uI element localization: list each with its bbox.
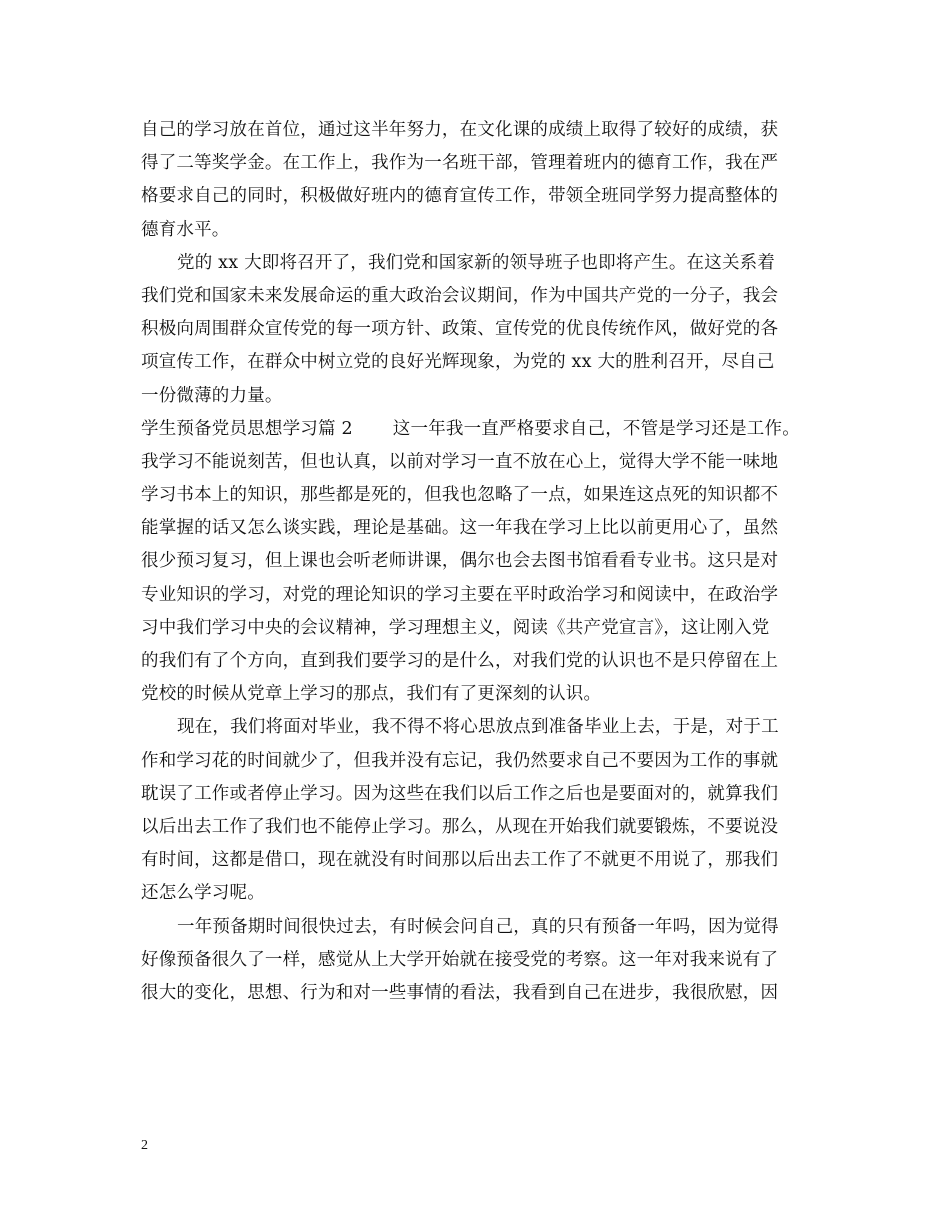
text-line: 党的 xx 大即将召开了，我们党和国家新的领导班子也即将产生。在这关系着 [177, 252, 776, 273]
text-line: 很少预习复习，但上课也会听老师讲课，偶尔也会去图书馆看看专业书。这只是对 [141, 551, 779, 572]
text-line: 学习书本上的知识，那些都是死的，但我也忽略了一点，如果连这点死的知识都不 [141, 485, 779, 506]
text-line: 格要求自己的同时，积极做好班内的德育宣传工作，带领全班同学努力提高整体的 [141, 186, 779, 207]
text-line: 现在，我们将面对毕业，我不得不将心思放点到准备毕业上去，于是，对于工 [177, 717, 779, 738]
text-line: 一份微薄的力量。 [141, 385, 283, 406]
text-line: 党校的时候从党章上学习的那点，我们有了更深刻的认识。 [141, 684, 602, 705]
text-line: 自己的学习放在首位，通过这半年努力，在文化课的成绩上取得了较好的成绩，获 [141, 120, 779, 140]
section-heading-line [141, 413, 821, 446]
text-line: 能掌握的话又怎么谈实践，理论是基础。这一年我在学习上比以前更用心了，虽然 [141, 518, 779, 539]
text-line: 以后出去工作了我们也不能停止学习。那么，从现在开始我们就要锻炼，不要说没 [141, 816, 779, 837]
text-line: 耽误了工作或者停止学习。因为这些在我们以后工作之后也是要面对的，就算我们 [141, 783, 779, 804]
text-line: 习中我们学习中央的会议精神，学习理想主义，阅读《共产党宣言》，这让刚入党 [141, 617, 770, 638]
text-line: 有时间，这都是借口，现在就没有时间那以后出去工作了不就更不用说了，那我们 [141, 850, 779, 871]
text-line: 作和学习花的时间就少了，但我并没有忘记，我仍然要求自己不要因为工作的事就 [141, 750, 779, 771]
text-line: 积极向周围群众宣传党的每一项方针、政策、宣传党的优良传统作风，做好党的各 [141, 319, 779, 340]
text-line: 还怎么学习呢。 [141, 883, 265, 904]
text-line: 得了二等奖学金。在工作上，我作为一名班干部，管理着班内的德育工作，我在严 [141, 153, 779, 174]
paragraph-lead: 这一年我一直严格要求自己，不管是学习还是工作。 [392, 418, 800, 439]
text-line: 专业知识的学习，对党的理论知识的学习主要在平时政治学习和阅读中，在政治学 [141, 584, 779, 605]
text-line: 很大的变化，思想、行为和对一些事情的看法，我看到自己在进步，我很欣慰，因 [141, 982, 779, 1003]
text-line: 好像预备很久了一样，感觉从上大学开始就在接受党的考察。这一年对我来说有了 [141, 949, 779, 970]
page-number: 2 [141, 1138, 148, 1153]
text-line: 我们党和国家未来发展命运的重大政治会议期间，作为中国共产党的一分子，我会 [141, 285, 779, 306]
body-text [141, 114, 821, 1010]
text-line: 一年预备期时间很快过去，有时候会问自己，真的只有预备一年吗，因为觉得 [177, 916, 779, 937]
section-title: 学生预备党员思想学习篇 2 [141, 418, 353, 439]
text-line: 的我们有了个方向，直到我们要学习的是什么，对我们党的认识也不是只停留在上 [141, 651, 779, 671]
text-line: 德育水平。 [141, 219, 230, 240]
text-line: 我学习不能说刻苦，但也认真，以前对学习一直不放在心上，觉得大学不能一味地 [141, 451, 779, 472]
text-line: 项宣传工作，在群众中树立党的良好光辉现象，为党的 xx 大的胜利召开，尽自己 [141, 352, 775, 373]
